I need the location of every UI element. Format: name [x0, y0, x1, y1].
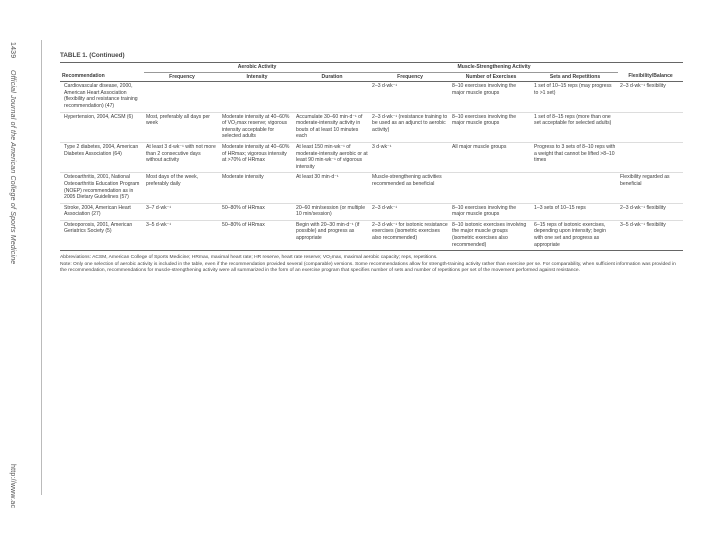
page-number: 1439: [9, 42, 16, 59]
table-cell: 8–10 exercises involving the major muscle groups: [450, 112, 532, 142]
footnote: Abbreviations: ACSM, American College of Sports Medicine; HRmax, maximal heart rate; HR reserve, heart rate reserve; VO₂max, maximal aerobic capacity; reps, repetitions.: [60, 255, 438, 261]
table-cell: Most days of the week, preferably daily: [144, 173, 220, 203]
header-spacer: [618, 63, 683, 73]
table-cell: 3–5 d·wk⁻¹ flexibility: [618, 220, 683, 250]
column-header: Number of Exercises: [450, 72, 532, 82]
table-cell: Flexibility regarded as beneficial: [618, 173, 683, 203]
table-cell: 50–80% of HRmax: [220, 220, 294, 250]
table-cell: 1 set of 10–15 reps (may progress to >1 set): [532, 82, 618, 112]
table-container: [60, 52, 683, 274]
table-cell: All major muscle groups: [450, 142, 532, 172]
column-header: Frequency: [370, 72, 450, 82]
journal-url: http://www.ac: [9, 464, 16, 509]
column-header: Sets and Repetitions: [532, 72, 618, 82]
table-cell: 2–3 d·wk⁻¹ for isotonic resistance exercises (isometric exercises also recommended): [370, 220, 450, 250]
table-cell: 2–3 d·wk⁻¹ flexibility: [618, 82, 683, 112]
table-row: [60, 112, 683, 142]
table-cell: [532, 173, 618, 203]
column-header: Recommendation: [60, 72, 144, 82]
recommendation-cell: Osteoporosis, 2001, American Geriatrics Society (5): [60, 220, 144, 250]
table-row: [60, 173, 683, 203]
recommendation-cell: Stroke, 2004, American Heart Association (27): [60, 203, 144, 220]
table-cell: 1 set of 8–15 reps (more than one set acceptable for selected adults): [532, 112, 618, 142]
table-cell: [220, 82, 294, 112]
group-header-aerobic: Aerobic Activity: [144, 63, 370, 73]
column-header: Duration: [294, 72, 370, 82]
table-cell: 2–3 d·wk⁻¹: [370, 203, 450, 220]
table-cell: At least 150 min·wk⁻¹ of moderate-intensity aerobic or at least 90 min·wk⁻¹ of vigorous intensity: [294, 142, 370, 172]
table-notes: [60, 255, 683, 274]
recommendation-cell: Osteoarthritis, 2001, National Osteoarthritis Education Program (NOEP) recommendation as in 2005 Dietary Guidelines (57): [60, 173, 144, 203]
table-cell: Moderate intensity at 40–60% of VO₂max reserve; vigorous intensity acceptable for selected adults: [220, 112, 294, 142]
table-cell: 20–60 min/session (or multiple 10 min/session): [294, 203, 370, 220]
table-cell: 2–3 d·wk⁻¹: [370, 82, 450, 112]
group-header-strength: Muscle-Strengthening Activity: [370, 63, 618, 73]
table-cell: 1–3 sets of 10–15 reps: [532, 203, 618, 220]
table-cell: 3–7 d·wk⁻¹: [144, 203, 220, 220]
table-cell: [450, 173, 532, 203]
table-cell: [618, 112, 683, 142]
table-caption: TABLE 1. (Continued): [60, 52, 125, 59]
table-cell: Begin with 20–30 min·d⁻¹ (if possible) and progress as appropriate: [294, 220, 370, 250]
table-cell: Accumulate 30–60 min·d⁻¹ of moderate-intensity activity in bouts of at least 10 minutes each: [294, 112, 370, 142]
footnote: Note: Only one selection of aerobic activity is included in the table, even if the recommendation provided several (comparable) versions. Some recommendations allow for strength-training activity rather than exercise per se. For comparability, when sufficient information was provided in the recommendation, recommendations for muscle-strengthening activity were all summarized in the form of an exercise program that specifies number of sets and number of repetitions per set of the movement performed against resistance.: [60, 261, 676, 274]
table-cell: 2–3 d·wk⁻¹ flexibility: [618, 203, 683, 220]
table-cell: Most, preferably all days per week: [144, 112, 220, 142]
recommendation-cell: Hypertension, 2004, ACSM (6): [60, 112, 144, 142]
table-cell: 3 d·wk⁻¹: [370, 142, 450, 172]
table-cell: 3–5 d·wk⁻¹: [144, 220, 220, 250]
table-cell: 50–80% of HRmax: [220, 203, 294, 220]
table-row: [60, 220, 683, 250]
recommendations-table: [60, 62, 683, 251]
column-header: Intensity: [220, 72, 294, 82]
table-cell: Moderate intensity at 40–60% of HRmax; vigorous intensity at >70% of HRmax: [220, 142, 294, 172]
margin-rule: [41, 40, 42, 495]
table-row: [60, 142, 683, 172]
column-header: Flexibility/Balance: [618, 72, 683, 82]
table-cell: 6–15 reps of isotonic exercises, depending upon intensity; begin with one set and progress as appropriate: [532, 220, 618, 250]
table-cell: At least 30 min·d⁻¹: [294, 173, 370, 203]
column-header: Frequency: [144, 72, 220, 82]
header-spacer: [60, 63, 144, 73]
table-cell: 8–10 isotonic exercises involving the major muscle groups (isometric exercises also recommended): [450, 220, 532, 250]
table-row: [60, 82, 683, 112]
table-cell: 2–3 d·wk⁻¹ (resistance training to be used as an adjunct to aerobic activity): [370, 112, 450, 142]
table-cell: 8–10 exercises involving the major muscle groups: [450, 82, 532, 112]
table-cell: At least 3 d·wk⁻¹ with not more than 2 consecutive days without activity: [144, 142, 220, 172]
table-cell: 8–10 exercises involving the major muscle groups: [450, 203, 532, 220]
table-cell: Moderate intensity: [220, 173, 294, 203]
journal-name: Official Journal of the American College of Sports Medicine: [9, 70, 16, 265]
table-cell: Muscle-strengthening activities recommended as beneficial: [370, 173, 450, 203]
table-cell: [144, 82, 220, 112]
recommendation-cell: Type 2 diabetes, 2004, American Diabetes Association (64): [60, 142, 144, 172]
column-header-row: [60, 72, 683, 82]
recommendation-cell: Cardiovascular disease, 2000, American Heart Association (flexibility and resistance training recommendation) (47): [60, 82, 144, 112]
table-cell: [294, 82, 370, 112]
table-cell: [618, 142, 683, 172]
table-row: [60, 203, 683, 220]
table-cell: Progress to 3 sets of 8–10 reps with a weight that cannot be lifted >8–10 times: [532, 142, 618, 172]
table-body: [60, 82, 683, 251]
